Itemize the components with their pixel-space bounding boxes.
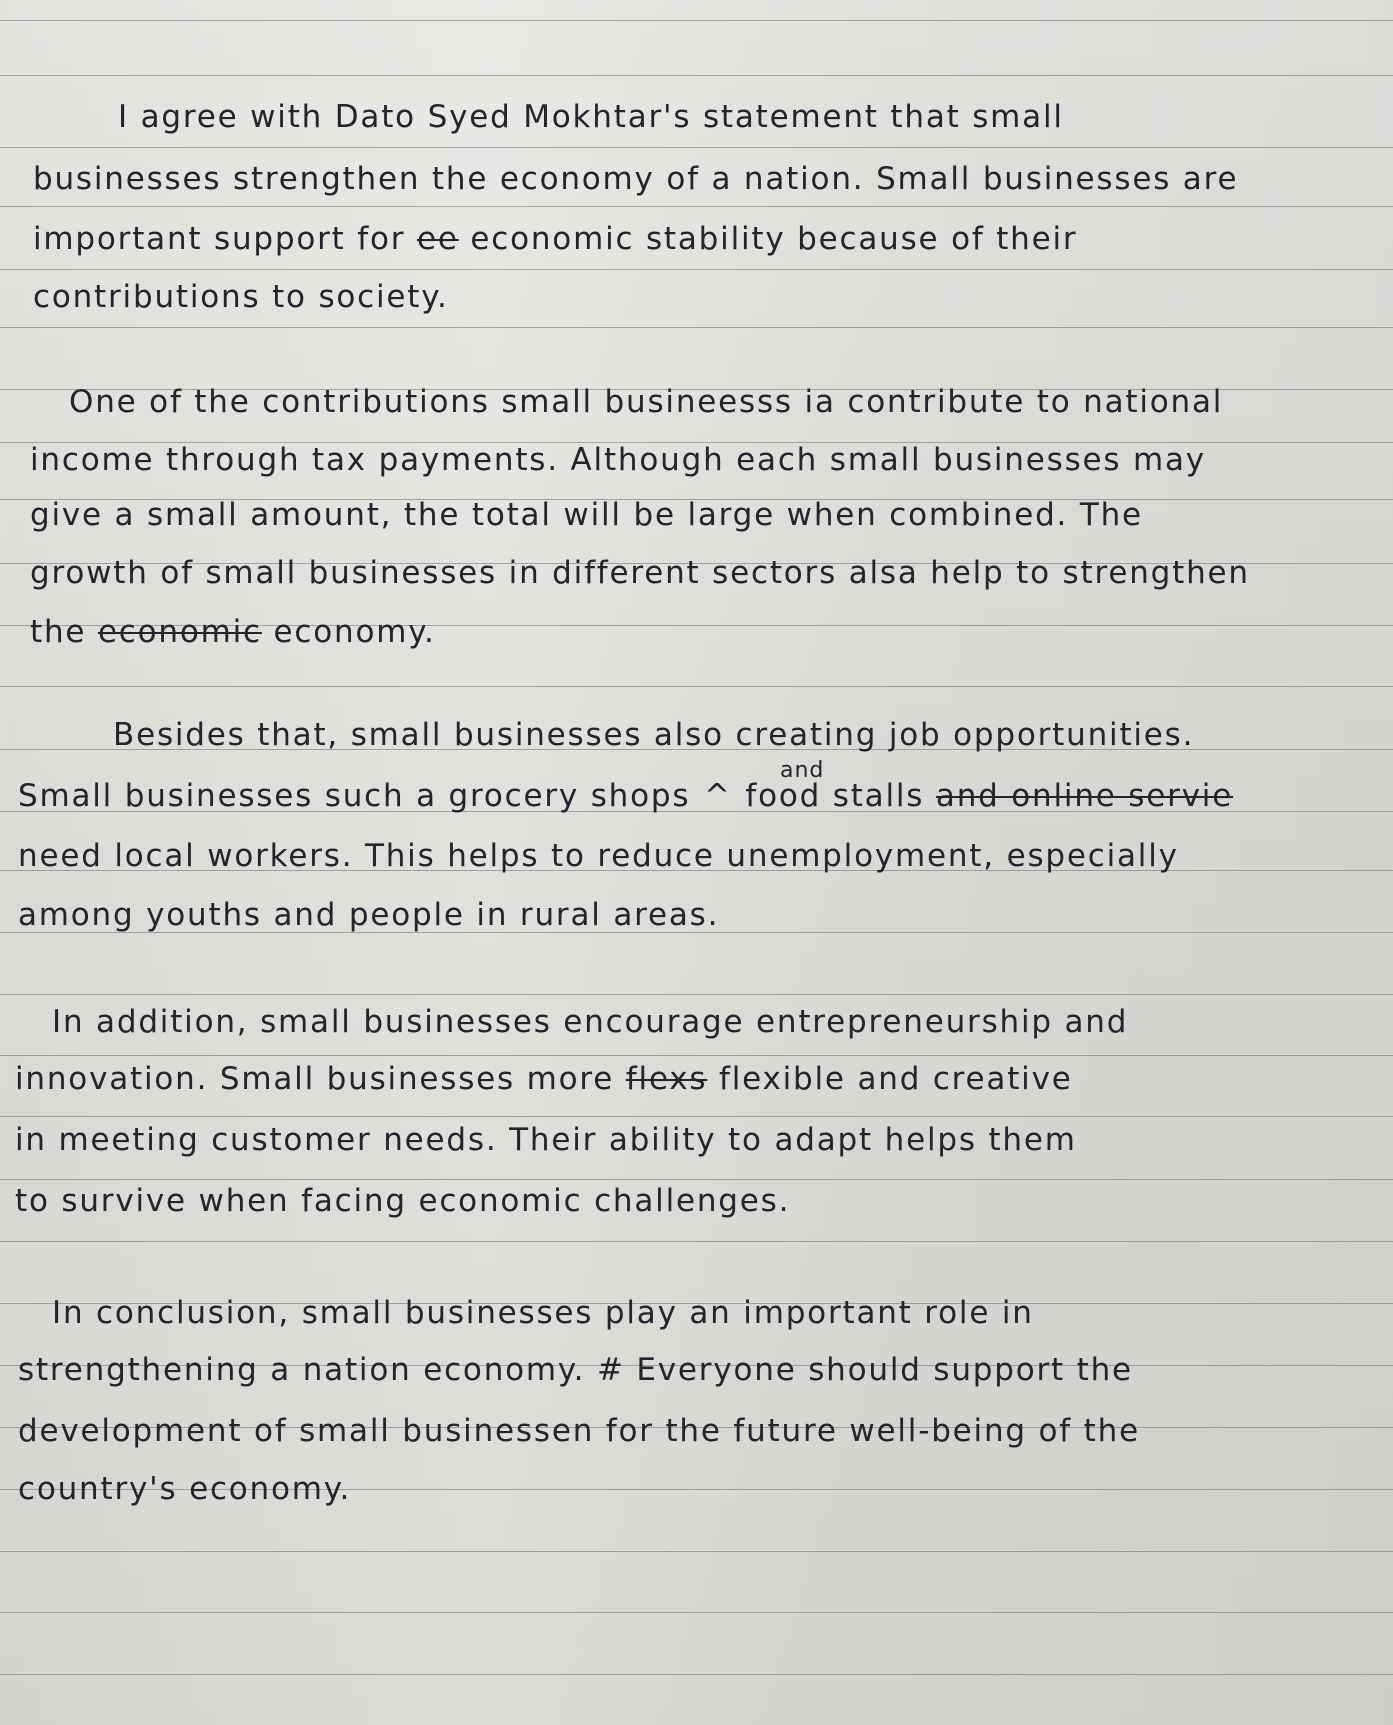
text-segment: food stalls: [745, 778, 925, 814]
ruled-line: [0, 20, 1393, 21]
text-segment: Small businesses such a grocery shops: [18, 778, 691, 814]
paragraph-1-line-4: contributions to society.: [33, 279, 449, 315]
text-segment: important support for: [33, 221, 406, 257]
text-segment: economic stability because of their: [470, 221, 1078, 257]
ruled-line: [0, 1551, 1393, 1552]
text-segment: the: [30, 614, 87, 650]
struck-out-phrase: and online servie: [935, 778, 1234, 814]
paragraph-3-line-1: Besides that, small businesses also creating job opportunities.: [113, 717, 1195, 753]
paragraph-4-line-3: in meeting customer needs. Their ability to adapt helps them: [15, 1122, 1077, 1158]
text-segment: Everyone should support the: [636, 1352, 1133, 1388]
ruled-line: [0, 1179, 1393, 1180]
text-segment: flexible and creative: [719, 1061, 1073, 1097]
paragraph-1-line-3: [33, 221, 1273, 257]
text-segment: strengthening a nation economy.: [18, 1352, 586, 1388]
paragraph-2-line-4: growth of small businesses in different sectors alsa help to strengthen: [30, 555, 1250, 591]
paragraph-2-line-1: One of the contributions small busineesss ia contribute to national: [69, 384, 1224, 420]
ruled-line: [0, 686, 1393, 687]
paragraph-5-line-1: In conclusion, small businesses play an important role in: [52, 1295, 1034, 1331]
struck-out-word: economic: [97, 614, 262, 650]
paragraph-3-line-2: [18, 778, 1358, 814]
paragraph-5-line-2: [18, 1352, 1238, 1388]
scribbled-mark: #: [596, 1352, 625, 1388]
paragraph-4-line-4: to survive when facing economic challenges.: [15, 1183, 791, 1219]
ruled-line: [0, 1612, 1393, 1613]
paragraph-1-line-2: businesses strengthen the economy of a nation. Small businesses are: [33, 161, 1239, 197]
ruled-line: [0, 994, 1393, 995]
paragraph-5-line-4: country's economy.: [18, 1471, 352, 1507]
text-segment: economy.: [273, 614, 436, 650]
insertion-caret: ^: [703, 778, 732, 814]
paragraph-4-line-1: In addition, small businesses encourage entrepreneurship and: [52, 1004, 1129, 1040]
paragraph-2-line-3: give a small amount, the total will be large when combined. The: [30, 497, 1143, 533]
ruled-line: [0, 327, 1393, 328]
ruled-line: [0, 269, 1393, 270]
paragraph-4-line-2: [15, 1061, 1275, 1097]
paragraph-2-line-5: [30, 614, 460, 650]
text-segment: innovation. Small businesses more: [15, 1061, 615, 1097]
paragraph-3-line-4: among youths and people in rural areas.: [18, 897, 720, 933]
ruled-line: [0, 75, 1393, 76]
struck-out-word: flexs: [625, 1061, 708, 1097]
ruled-line: [0, 1241, 1393, 1242]
ruled-line: [0, 1055, 1393, 1056]
paragraph-1-line-1: I agree with Dato Syed Mokhtar's statement that small: [118, 99, 1064, 135]
ruled-line: [0, 1116, 1393, 1117]
paragraph-2-line-2: income through tax payments. Although each small businesses may: [30, 442, 1206, 478]
ruled-line: [0, 147, 1393, 148]
ruled-line: [0, 1674, 1393, 1675]
paragraph-3-line-3: need local workers. This helps to reduce unemployment, especially: [18, 838, 1179, 874]
ruled-line: [0, 206, 1393, 207]
paragraph-5-line-3: development of small businessen for the future well-being of the: [18, 1413, 1140, 1449]
struck-out-word: ee: [416, 221, 459, 257]
inserted-word-above: and: [780, 758, 825, 783]
